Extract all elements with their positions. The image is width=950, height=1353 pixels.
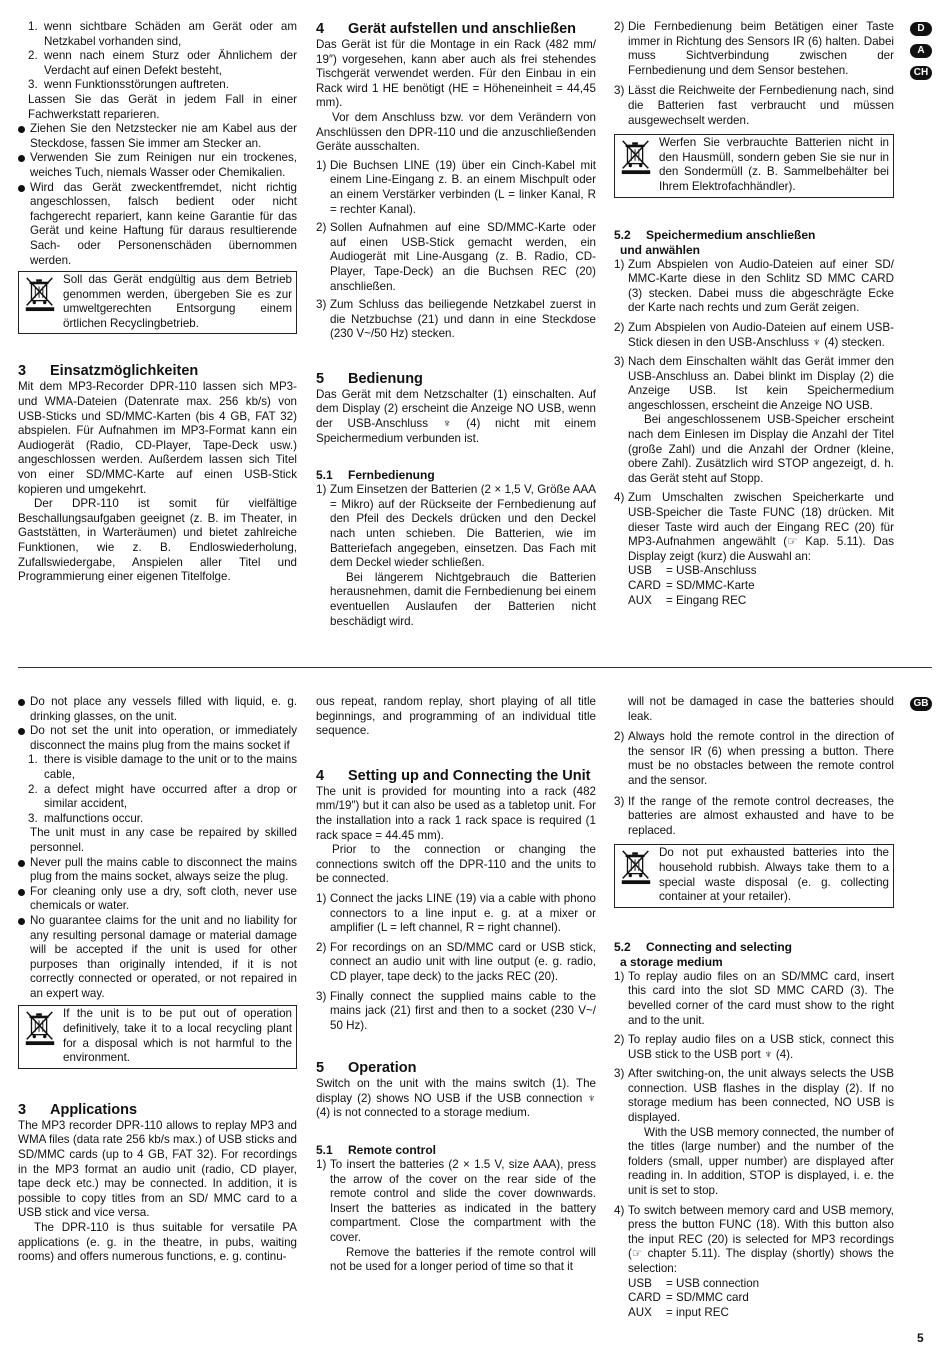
recycling-note: If the unit is to be put out of operation definitively, take it to a local recycling plant for a disposal which is not harmful to the environment. <box>18 1005 297 1068</box>
list-item: 3) Finally connect the supplied mains cable to the mains jack (21) first and then to a socket (230 V~/ 50 Hz). <box>316 989 596 1032</box>
list-item: 3) Zum Schluss das beiliegende Netzkabel zuerst in die Netzbuchse (21) und dann in eine Steckdose (230 V~/50 Hz) stecken. <box>316 298 596 341</box>
list-item: 1) Die Buchsen LINE (19) über ein Cinch-Kabel mit einem Line-Eingang z. B. an einem Mischpult oder an einem Verstärker verbinden (L = linker Kanal, R = rechter Kanal). <box>316 158 596 216</box>
weee-bin-icon <box>25 276 55 312</box>
paragraph: Das Gerät mit dem Netzschalter (1) einschalten. Auf dem Display (2) erscheint die Anzeige NO USB, wenn der USB-Anschluss ♆ (4) nicht mit einem Speichermedium verbunden ist. <box>316 387 596 445</box>
bullet-item: Verwenden Sie zum Reinigen nur ein trockenes, weiches Tuch, niemals Wasser oder Chemikalien. <box>18 151 297 180</box>
list-item: 2) Sollen Aufnahmen auf eine SD/MMC-Karte oder auf einen USB-Stick gemacht werden, ein Audiogerät mit Line-Ausgang (z. B. Radio, CD-Player, Tape-Deck) an die Buchsen REC (20) anschließen. <box>316 221 596 293</box>
subsection-heading: 5.1 Remote control <box>316 1143 437 1158</box>
list-item: 4) Zum Umschalten zwischen Speicherkarte und USB-Speicher die Taste FUNC (18) drücken. Mit dieser Taste wird auch der Eingang REC (20) für MP3-Aufnahmen angewählt (☞ Kap. 5.11). Das Display zeigt (kurz) die Auswahl an: <box>614 491 894 563</box>
subsection-heading: 5.2 Speichermedium anschließen und anwählen <box>614 227 816 257</box>
paragraph: The unit must in any case be repaired by skilled personnel. <box>30 826 297 854</box>
lang-flag-de: D <box>910 22 932 36</box>
list-item: 3) If the range of the remote control decreases, the batteries are almost exhausted and have to be replaced. <box>614 794 894 837</box>
weee-bin-icon <box>25 1010 55 1046</box>
bullet-item: Do not place any vessels filled with liquid, e. g. drinking glasses, on the unit. <box>18 695 297 724</box>
weee-bin-icon <box>621 849 651 885</box>
bullet-item: Do not set the unit into operation, or immediately disconnect the mains plug from the mains socket if <box>18 724 297 753</box>
de-column-2 <box>316 20 596 629</box>
list-item: 1) To insert the batteries (2 × 1.5 V, size AAA), press the arrow of the cover on the rear side of the remote control and slide the cover downwards. Insert the batteries as indicated in the battery compartment. Close the compartment with the cover. <box>316 1158 596 1245</box>
battery-disposal-note: Do not put exhausted batteries into the household rubbish. Always take them to a special waste disposal (e. g. collecting container at your retailer). <box>614 844 894 907</box>
en-column-1 <box>18 695 297 1265</box>
weee-bin-icon <box>621 139 651 175</box>
section-divider <box>18 667 932 668</box>
list-item: 3. malfunctions occur. <box>28 811 144 825</box>
list-item: 3) Nach dem Einschalten wählt das Gerät immer den USB-Anschluss an. Dabei blinkt im Display (2) die Anzeige USB. Ist kein Speichermedium angeschlossen, erscheint die Anzeige NO USB. <box>614 355 894 412</box>
list-item: 2) Zum Abspielen von Audio-Dateien auf einem USB-Stick diesen in den USB-Anschluss ♆ (4) stecken. <box>614 320 894 349</box>
paragraph: Vor dem Anschluss bzw. vor dem Verändern von Anschlüssen den DPR-110 und die anzuschließenden Geräte ausschalten. <box>316 110 596 154</box>
battery-disposal-note: Werfen Sie verbrauchte Batterien nicht in den Hausmüll, sondern geben Sie sie nur in den Sondermüll (z. B. Sammelbehälter bei Ihrem Elektrofachhändler). <box>614 134 894 197</box>
paragraph: Das Gerät ist für die Montage in ein Rack (482 mm/ 19″) vorgesehen, kann aber auch als frei stehendes Tischgerät verwendet werden. Für den Einbau in ein Rack wird 1 HE benötigt (HE = Höheneinheit = 44,45 mm). <box>316 38 596 110</box>
paragraph: The unit is provided for mounting into a rack (482 mm/19″) but it can also be used as a tabletop unit. For the installation into a rack 1 rack space is required (1 rack space = 44.45 mm). <box>316 784 596 842</box>
bullet-item: Ziehen Sie den Netzstecker nie am Kabel aus der Steckdose, fassen Sie immer am Stecker an. <box>18 122 297 151</box>
en-column-3 <box>614 695 894 1320</box>
section-heading: 4 Gerät aufstellen und anschließen <box>316 21 577 37</box>
de-column-1 <box>18 20 297 585</box>
en-column-2 <box>316 695 596 1275</box>
list-item: 3) After switching-on, the unit always selects the USB connection. USB flashes in the display (2). If no storage medium has been connected, NO USB is displayed. <box>614 1067 894 1125</box>
lang-flag-gb: GB <box>910 697 932 711</box>
list-item: 1) Zum Abspielen von Audio-Dateien auf einer SD/ MMC-Karte diese in den Schlitz SD MMC CARD (3) stecken. Dabei muss die abgeschrägte Ecke der Karte nach rechts und zum Gerät zeigen. <box>614 257 894 315</box>
list-item: CARD = SD/MMC-Karte <box>628 579 755 592</box>
paragraph: Prior to the connection or changing the connections switch off the DPR-110 and the units to be connected. <box>316 843 596 886</box>
de-column-3 <box>614 20 894 608</box>
page-number: 5 <box>917 1331 924 1345</box>
subsection-heading: 5.2 Connecting and selecting a storage medium <box>614 939 793 969</box>
section-heading: 3 Applications <box>18 1101 138 1118</box>
bullet-item: Never pull the mains cable to disconnect the mains plug from the mains socket, always seize the plug. <box>18 856 297 885</box>
list-item: 1) To replay audio files on an SD/MMC card, insert this card into the slot SD MMC CARD (3). The bevelled corner of the card must show to the right and to the unit. <box>614 969 894 1027</box>
list-item: 3) Lässt die Reichweite der Fernbedienung nach, sind die Batterien fast verbraucht und müssen ausgewechselt werden. <box>614 84 894 127</box>
paragraph: Remove the batteries if the remote control will not be used for a longer period of time so that it <box>330 1245 596 1274</box>
paragraph: With the USB memory connected, the number of the titles (large number) and the number of the folders (small, upper number) are displayed after reading in. In addition, STOP is displayed, i. e. the unit is set to stop. <box>628 1125 894 1198</box>
section-heading: 4 Setting up and Connecting the Unit <box>316 767 591 784</box>
list-item: 2. wenn nach einem Sturz oder Ähnlichem der Verdacht auf einen Defekt besteht, <box>28 49 297 77</box>
list-item: 1. there is visible damage to the unit or to the mains cable, <box>28 753 297 781</box>
list-item: 1) Connect the jacks LINE (19) via a cable with phono connectors to a line input e. g. at a mixer or amplifier (L = left channel, R = right channel). <box>316 891 596 935</box>
list-item: 3. wenn Funktionsstörungen auftreten. <box>28 78 229 92</box>
lang-flag-ch: CH <box>910 66 932 80</box>
list-item: 2) Die Fernbedienung beim Betätigen einer Taste immer in Richtung des Sensors IR (6) halten. Dabei muss Sichtverbindung zwischen der Fernbedienung und dem Sensor bestehen. <box>614 20 894 77</box>
paragraph: Der DPR-110 ist somit für vielfältige Beschallungsaufgaben geeignet (z. B. im Theater, in Gaststätten, in Warteräumen) und bietet zahlreiche Funktionen, wie z. B. Endloswiederholung, Zufallswiedergabe, Anspielen aller Titel und Programmierung einer eigenen Titelfolge. <box>18 497 297 584</box>
list-item: 2. a defect might have occurred after a drop or similar accident, <box>28 782 297 811</box>
bullet-item: For cleaning only use a dry, soft cloth, never use chemicals or water. <box>18 885 297 914</box>
paragraph: will not be damaged in case the batteries should leak. <box>628 695 894 723</box>
list-item: 2) Always hold the remote control in the direction of the sensor IR (6) when pressing a button. There must be no obstacles between the remote control and the sensor. <box>614 730 894 787</box>
bullet-item: No guarantee claims for the unit and no liability for any resulting personal damage or material damage will be accepted if the unit is used for other purposes than originally intended, if it is not correctly connected or operated, or not repaired in an expert way. <box>18 914 297 1002</box>
paragraph: Mit dem MP3-Recorder DPR-110 lassen sich MP3- und WMA-Dateien (Datenrate max. 256 kb/s) von USB-Sticks und SD/MMC-Karten (bis 4 GB, FAT 32) abspielen. Für Aufnahmen im MP3-Format kann ein Audiogerät (Radio, CD-Player, Tape-Deck usw.) angeschlossen werden. Außerdem lassen sich Titel von einer SD/MMC-Karte auf einen USB-Stick kopieren und umgekehrt. <box>18 380 297 496</box>
paragraph: Switch on the unit with the mains switch (1). The display (2) shows NO USB if the USB connection ♆ (4) is not connected to a storage medium. <box>316 1077 596 1120</box>
subsection-heading: 5.1 Fernbedienung <box>316 468 435 483</box>
list-item: CARD = SD/MMC card <box>628 1291 749 1305</box>
list-item: 1. wenn sichtbare Schäden am Gerät oder am Netzkabel vorhanden sind, <box>28 20 297 48</box>
list-item: 2) For recordings on an SD/MMC card or USB stick, connect an audio unit with line output (e. g. radio, CD player, tape deck) to the jacks REC (20). <box>316 940 596 983</box>
list-item: USB = USB-Anschluss <box>628 564 757 578</box>
display-selection-list <box>614 564 894 608</box>
recycling-note: Soll das Gerät endgültig aus dem Betrieb genommen werden, übergeben Sie es zur umweltgerechten Entsorgung einem örtlichen Recyclingbetrieb. <box>18 271 297 334</box>
paragraph: Lassen Sie das Gerät in jedem Fall in einer Fachwerkstatt reparieren. <box>28 92 297 121</box>
section-heading: 5 Bedienung <box>316 370 423 387</box>
lang-flag-at: A <box>910 44 932 58</box>
paragraph: The DPR-110 is thus suitable for versatile PA applications (e. g. in the theatre, in pubs, waiting rooms) and offers numerous functions, e. g. continu- <box>18 1221 297 1264</box>
list-item: AUX = Eingang REC <box>628 593 747 607</box>
list-item: USB = USB connection <box>628 1276 760 1290</box>
section-heading: 5 Operation <box>316 1060 417 1077</box>
display-selection-list <box>614 1277 894 1321</box>
list-item: 2) To replay audio files on a USB stick, connect this USB stick to the USB port ♆ (4). <box>614 1033 894 1061</box>
bullet-item: Wird das Gerät zweckentfremdet, nicht richtig angeschlossen, falsch bedient oder nicht fachgerecht repariert, kann keine Garantie für das Gerät und keine Haftung für daraus resultierende Sach- oder Personenschäden übernommen werden. <box>18 181 297 269</box>
paragraph: Bei längerem Nichtgebrauch die Batterien herausnehmen, damit die Fernbedienung bei einem eventuellen Auslaufen der Batterien nicht beschädigt wird. <box>330 570 596 628</box>
paragraph: The MP3 recorder DPR-110 allows to replay MP3 and WMA files (data rate 256 kb/s max.) of USB sticks and SD/MMC cards (up to 4 GB, FAT 32). For recordings in the MP3 format an audio unit (radio, CD player, tape deck etc.) may be connected. In addition, it is possible to copy titles from an SD/ MMC card to a USB stick and vice versa. <box>18 1118 297 1220</box>
list-item: AUX = input REC <box>628 1305 729 1319</box>
paragraph: Bei angeschlossenem USB-Speicher erscheint nach dem Einlesen im Display die Anzahl der Titel (große Zahl) und die Anzahl der Ordner (kleine, obere Zahl). Zusätzlich wird STOP angezeigt, d. h. das Gerät steht auf Stopp. <box>628 413 894 485</box>
section-heading: 3 Einsatzmöglichkeiten <box>18 363 199 380</box>
list-item: 4) To switch between memory card and USB memory, press the button FUNC (18). With this button also the input REC (20) is selected for MP3 recordings (☞ chapter 5.11). The display (shortly) shows the selection: <box>614 1203 894 1275</box>
paragraph: ous repeat, random replay, short playing of all title beginnings, and programming of an individual title sequence. <box>316 695 596 738</box>
list-item: 1) Zum Einsetzen der Batterien (2 × 1,5 V, Größe AAA = Mikro) auf der Rückseite der Fernbedienung auf den Pfeil des Deckels drücken und den Deckel nach unten schieben. Die Batterien, wie im Batteriefach angegeben, einsetzen. Das Fach mit dem Deckel wieder schließen. <box>316 483 596 570</box>
